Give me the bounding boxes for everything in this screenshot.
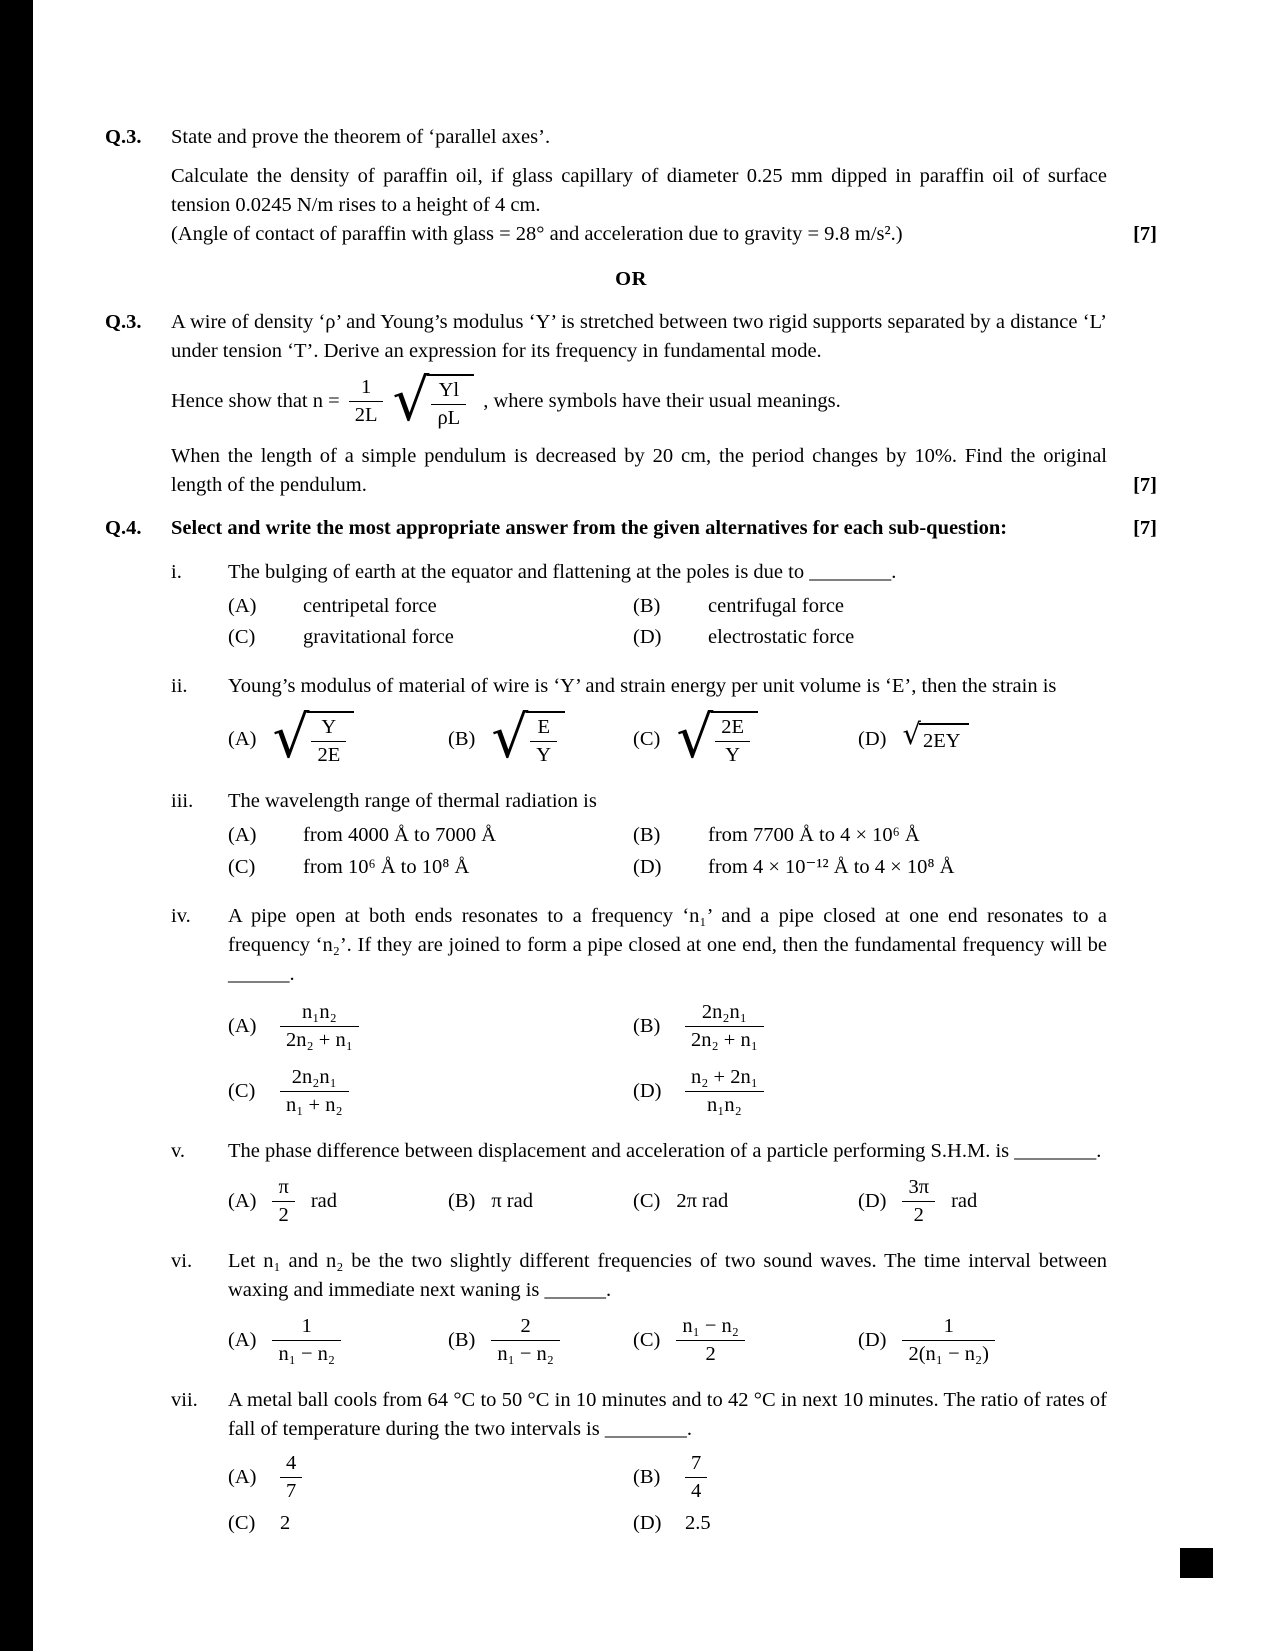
- option-text: 2π rad: [676, 1189, 729, 1212]
- option-a: [228, 821, 633, 850]
- page-content: [105, 123, 1157, 1538]
- option-text: from 4 × 10⁻¹² Å to 4 × 10⁸ Å: [708, 855, 955, 878]
- fraction-denominator: Y: [715, 741, 750, 767]
- option-d: [633, 1066, 1107, 1117]
- radicand: [711, 711, 758, 767]
- fraction-numerator: Y: [321, 716, 337, 739]
- subquestion-number: vi.: [171, 1249, 193, 1272]
- fraction: [530, 715, 557, 767]
- fraction: [491, 1315, 560, 1366]
- option-c: [633, 703, 858, 772]
- fraction-numerator: n₁ − n₂: [682, 1315, 739, 1338]
- option-label: (A): [228, 1328, 257, 1351]
- fraction: [685, 1001, 764, 1052]
- options-grid: [228, 1001, 1107, 1117]
- option-a: [228, 1176, 448, 1227]
- option-label: (C): [633, 1328, 661, 1351]
- option-label: (B): [633, 1466, 661, 1489]
- fraction: [902, 1315, 995, 1366]
- fraction-denominator: n₁ − n₂: [272, 1340, 341, 1366]
- subquestion-body: [228, 787, 1107, 881]
- subquestion-number: ii.: [171, 675, 188, 698]
- fraction-numerator: n₁n₂: [302, 1001, 337, 1023]
- option-label: (A): [228, 1014, 257, 1037]
- option-label: (B): [633, 1014, 661, 1037]
- question-label: Q.3.: [105, 126, 142, 148]
- option-c: [228, 623, 633, 652]
- options-grid: [228, 703, 1107, 772]
- radical-sign-icon: √: [272, 703, 310, 772]
- fraction-denominator: n₁ + n₂: [280, 1091, 349, 1117]
- fraction-denominator: 2: [902, 1201, 935, 1227]
- formula-prefix: Hence show that n =: [171, 390, 340, 413]
- option-text: gravitational force: [303, 626, 454, 649]
- option-text: centrifugal force: [708, 595, 845, 618]
- fraction: [311, 715, 346, 767]
- marks-badge: [7]: [1133, 473, 1157, 496]
- fraction: [280, 1066, 349, 1117]
- question-q4-items: [105, 543, 1157, 1538]
- subquestion-text: The bulging of earth at the equator and flattening at the poles is due to ________.: [228, 561, 897, 583]
- subquestion-text: Let n₁ and n₂ be the two slightly different frequencies of two sound waves. The time interval between waxing and immediate next waning is ______.: [228, 1249, 1107, 1301]
- fraction-numerator: 2E: [721, 716, 745, 739]
- subquestion-number: v.: [171, 1139, 186, 1162]
- fraction: [685, 1066, 764, 1117]
- option-label: (B): [448, 1189, 476, 1212]
- option-label: (D): [633, 626, 662, 649]
- fraction-numerator: E: [537, 716, 550, 739]
- fraction: [349, 376, 384, 427]
- option-a: [228, 1315, 448, 1366]
- subquestion-i: [171, 558, 1107, 652]
- formula-suffix: , where symbols have their usual meanings.: [483, 390, 841, 413]
- option-label: (C): [633, 1189, 661, 1212]
- question-text: (Angle of contact of paraffin with glass = 28° and acceleration due to gravity = 9.8 m/s².): [171, 223, 903, 246]
- fraction-denominator: Y: [530, 741, 557, 767]
- option-c: [228, 853, 633, 882]
- option-label: (D): [858, 727, 887, 750]
- option-c: [633, 1315, 858, 1366]
- fraction-denominator: 4: [685, 1477, 707, 1503]
- option-label: (D): [633, 855, 662, 878]
- option-text: π rad: [491, 1189, 533, 1212]
- subquestion-number: i.: [171, 561, 182, 583]
- option-text: electrostatic force: [708, 626, 855, 649]
- question-text: When the length of a simple pendulum is decreased by 20 cm, the period changes by 10%. Find the original length of the pendulum.: [171, 444, 1107, 496]
- fraction: [902, 1176, 935, 1227]
- question-q4: [105, 514, 1157, 543]
- option-d: [633, 1509, 1107, 1538]
- fraction-denominator: n₁n₂: [685, 1091, 764, 1117]
- fraction: [272, 1176, 294, 1227]
- fraction-numerator: 1: [943, 1315, 954, 1338]
- square-root: [902, 716, 968, 756]
- option-b: [633, 1452, 1107, 1503]
- subquestion-v: [171, 1137, 1107, 1227]
- fraction-denominator: 2E: [311, 741, 346, 767]
- fraction: [685, 1452, 707, 1503]
- fraction: [715, 715, 750, 767]
- option-label: (D): [633, 1079, 662, 1102]
- options-grid: [228, 592, 1107, 652]
- square-root: [392, 365, 474, 434]
- option-label: (C): [633, 727, 661, 750]
- option-b: [633, 1001, 1107, 1052]
- subquestion-text: A pipe open at both ends resonates to a frequency ‘n₁’ and a pipe closed at one end resonates to a frequency ‘n₂’. If they are joined to form a pipe closed at one end, then the fundamental frequency will be ______.: [228, 904, 1107, 985]
- option-text: from 7700 Å to 4 × 10⁶ Å: [708, 824, 920, 847]
- fraction-denominator: 2: [676, 1340, 745, 1366]
- option-label: (D): [858, 1328, 887, 1351]
- subquestion-text: The wavelength range of thermal radiation is: [228, 790, 597, 813]
- option-text: 2: [280, 1512, 291, 1535]
- fraction-numerator: n₂ + 2n₁: [691, 1065, 758, 1088]
- fraction-numerator: 1: [301, 1315, 312, 1338]
- question-text: State and prove the theorem of ‘parallel axes’.: [171, 126, 551, 148]
- subquestion-vii: [171, 1386, 1107, 1538]
- question-body: [171, 308, 1107, 500]
- fraction: [272, 1315, 341, 1366]
- option-a: [228, 1001, 633, 1052]
- option-label: (A): [228, 595, 257, 618]
- option-d: [633, 623, 1107, 652]
- square-root: [676, 703, 758, 772]
- option-label: (A): [228, 1189, 257, 1212]
- option-d: [858, 1176, 1107, 1227]
- fraction-denominator: 2(n₁ − n₂): [902, 1340, 995, 1366]
- fraction: [280, 1001, 359, 1052]
- fraction-numerator: 3π: [908, 1175, 930, 1198]
- subquestion-body: [228, 672, 1107, 772]
- option-text: 2.5: [685, 1512, 711, 1535]
- square-root: [272, 703, 354, 772]
- question-heading: Select and write the most appropriate answer from the given alternatives for each sub-question:: [171, 516, 1008, 539]
- option-label: (C): [228, 1512, 256, 1535]
- option-text: from 10⁶ Å to 10⁸ Å: [303, 855, 470, 878]
- option-label: (A): [228, 727, 257, 750]
- question-text: A wire of density ‘ρ’ and Young’s modulus ‘Y’ is stretched between two rigid supports separated by a distance ‘L’ under tension ‘T’. Derive an expression for its frequency in fundamental mode.: [171, 310, 1107, 362]
- question-body: [171, 514, 1107, 543]
- subquestion-body: [228, 558, 1107, 652]
- option-a: [228, 703, 448, 772]
- subquestion-number: iv.: [171, 904, 191, 927]
- option-label: (A): [228, 824, 257, 847]
- fraction-numerator: 2: [520, 1315, 531, 1338]
- fraction-numerator: Yl: [438, 378, 460, 401]
- option-c: [228, 1509, 633, 1538]
- question-label: Q.4.: [105, 516, 142, 539]
- option-label: (A): [228, 1466, 257, 1489]
- fraction: [676, 1315, 745, 1366]
- option-text: centripetal force: [303, 595, 437, 618]
- question-q3-second: [105, 308, 1157, 500]
- option-b: [448, 703, 633, 772]
- subquestion-iv: [171, 902, 1107, 1117]
- option-unit: rad: [951, 1189, 978, 1212]
- fraction-numerator: 1: [360, 376, 372, 399]
- fraction-numerator: 7: [691, 1452, 702, 1475]
- radical-sign-icon: √: [491, 703, 529, 772]
- option-b: [633, 821, 1107, 850]
- or-separator: OR: [615, 268, 647, 291]
- option-b: [448, 1315, 633, 1366]
- marks-badge: [7]: [1133, 516, 1157, 539]
- option-d: [858, 1315, 1107, 1366]
- options-grid: [228, 1176, 1107, 1227]
- question-q3-first: [105, 123, 1157, 249]
- fraction-numerator: 4: [286, 1452, 297, 1475]
- radicand: 2EY: [919, 723, 969, 756]
- question-label: Q.3.: [105, 310, 142, 333]
- radicand: [307, 711, 354, 767]
- subquestion-body: [228, 1386, 1107, 1538]
- fraction: [431, 378, 466, 430]
- option-text: from 4000 Å to 7000 Å: [303, 824, 497, 847]
- subquestion-body: [228, 1247, 1107, 1366]
- scan-edge-left: [0, 0, 33, 1651]
- subquestion-iii: [171, 787, 1107, 881]
- option-label: (B): [448, 1328, 476, 1351]
- subquestion-ii: [171, 672, 1107, 772]
- square-root: [491, 703, 565, 772]
- fraction-denominator: n₁ − n₂: [491, 1340, 560, 1366]
- fraction-denominator: 2n₂ + n₁: [280, 1026, 359, 1052]
- scan-mark-bottom-right: [1180, 1548, 1213, 1578]
- options-grid: [228, 1315, 1107, 1366]
- option-label: (B): [448, 727, 476, 750]
- fraction-denominator: 2L: [349, 401, 384, 427]
- subquestion-number: iii.: [171, 790, 194, 813]
- radical-sign-icon: √: [676, 703, 714, 772]
- subquestion-number: vii.: [171, 1388, 198, 1411]
- fraction-denominator: 2n₂ + n₁: [685, 1026, 764, 1052]
- radicand: [526, 711, 565, 767]
- marks-badge: [7]: [1133, 223, 1157, 246]
- subquestion-vi: [171, 1247, 1107, 1366]
- option-unit: rad: [310, 1189, 338, 1212]
- fraction-numerator: π: [278, 1175, 289, 1198]
- option-d: [633, 853, 1107, 882]
- radical-sign-icon: √: [392, 365, 430, 434]
- option-label: (C): [228, 626, 256, 649]
- option-a: [228, 592, 633, 621]
- radicand: [427, 374, 474, 430]
- subquestion-text: Young’s modulus of material of wire is ‘Y’ and strain energy per unit volume is ‘E’, then the strain is: [228, 675, 1057, 698]
- question-body: [171, 123, 1107, 249]
- option-label: (C): [228, 855, 256, 878]
- option-label: (C): [228, 1079, 256, 1102]
- question-text: Calculate the density of paraffin oil, if glass capillary of diameter 0.25 mm dipped in paraffin oil of surface tension 0.0245 N/m rises to a height of 4 cm.: [171, 165, 1107, 217]
- option-label: (B): [633, 824, 661, 847]
- fraction-numerator: 2n₂n₁: [291, 1065, 337, 1088]
- option-b: [633, 592, 1107, 621]
- fraction: [280, 1452, 302, 1503]
- option-label: (D): [633, 1512, 662, 1535]
- option-label: (B): [633, 595, 661, 618]
- subquestion-text: The phase difference between displacement and acceleration of a particle performing S.H.M. is ________.: [228, 1139, 1102, 1162]
- fraction-denominator: 2: [272, 1201, 294, 1227]
- options-grid: [228, 1452, 1107, 1538]
- option-b: [448, 1187, 633, 1216]
- subquestion-text: A metal ball cools from 64 °C to 50 °C in 10 minutes and to 42 °C in next 10 minutes. The ratio of rates of fall of temperature during the two intervals is ________.: [228, 1388, 1107, 1441]
- fraction-numerator: 2n₂n₁: [701, 1001, 747, 1023]
- option-c: [633, 1187, 858, 1216]
- subquestion-body: [228, 1137, 1107, 1227]
- option-a: [228, 1452, 633, 1503]
- formula: [171, 365, 1107, 434]
- options-grid: [228, 821, 1107, 881]
- fraction-denominator: ρL: [431, 404, 466, 430]
- radical-sign-icon: √: [902, 716, 921, 751]
- option-c: [228, 1066, 633, 1117]
- option-label: (D): [858, 1189, 887, 1212]
- subquestion-body: [228, 902, 1107, 1117]
- option-d: [858, 716, 1107, 756]
- fraction-denominator: 7: [280, 1477, 302, 1503]
